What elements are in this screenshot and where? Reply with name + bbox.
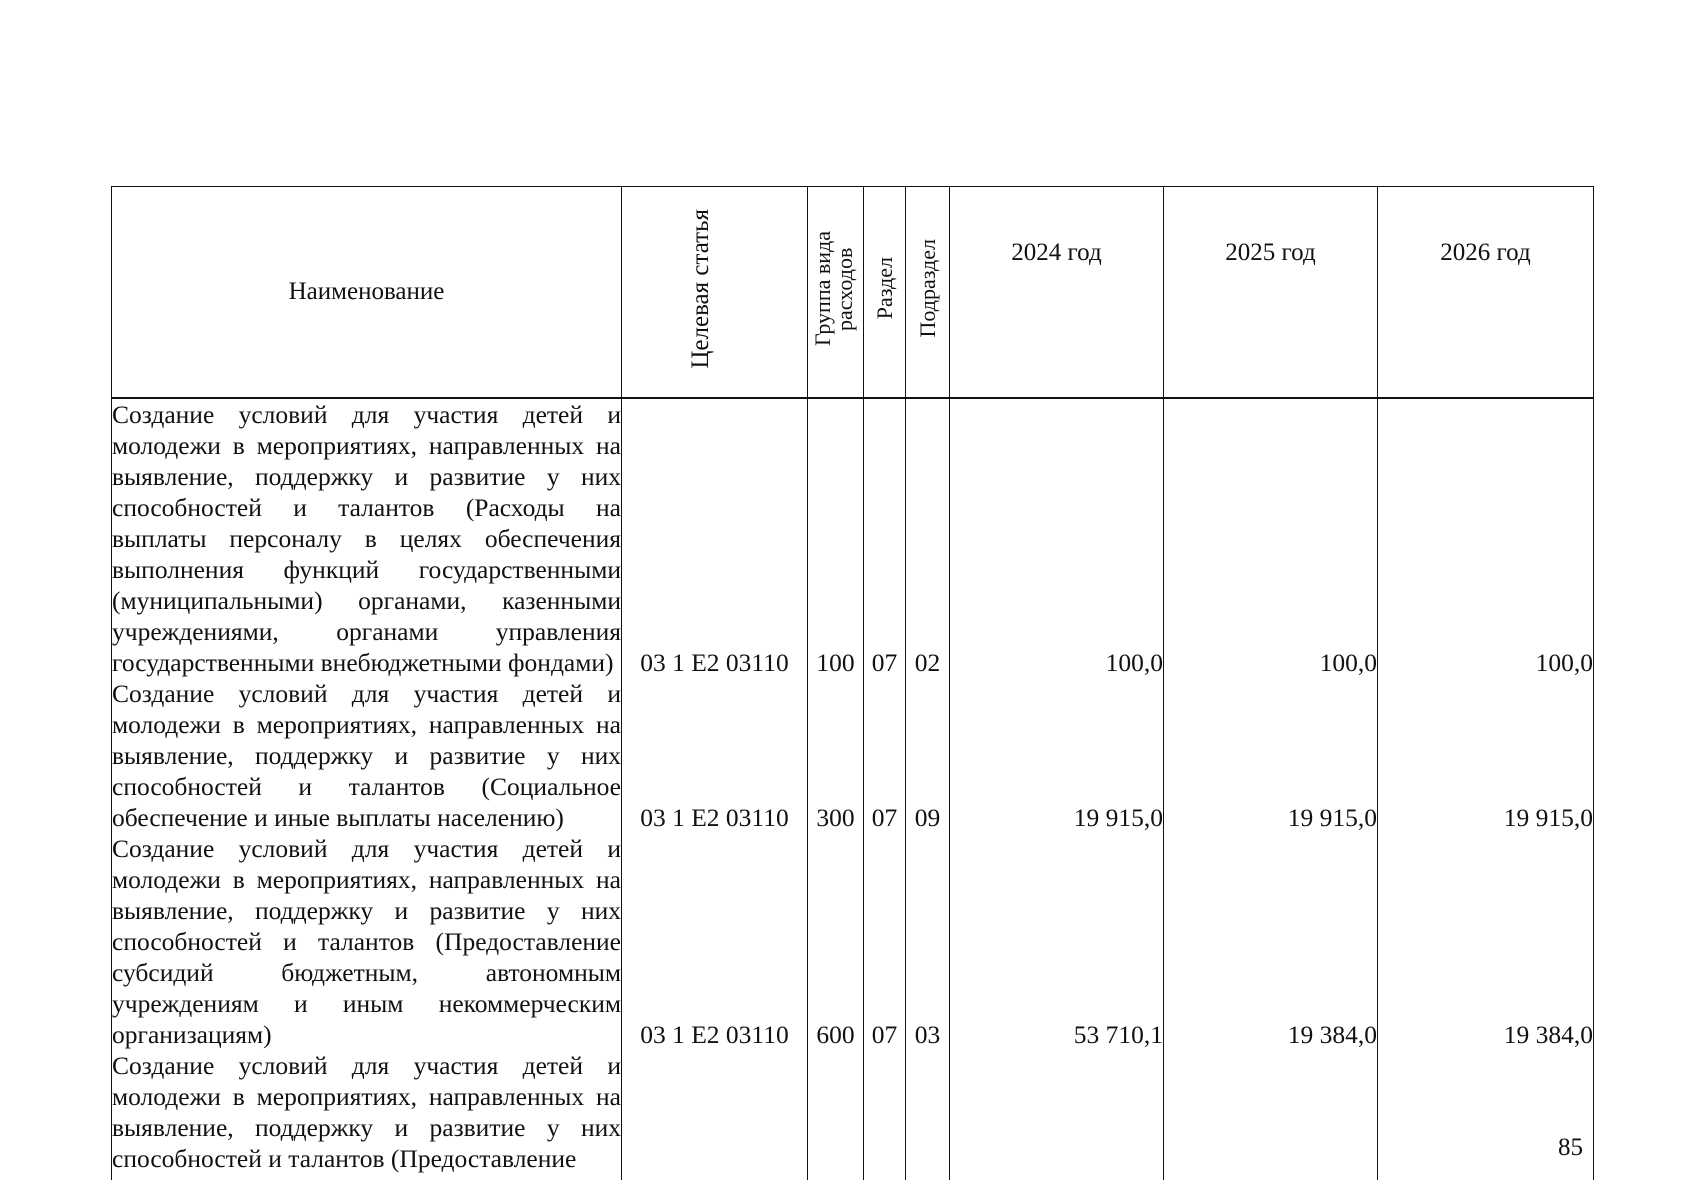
header-section-label: Раздел [871,257,897,320]
table-header-row [112,187,1594,399]
row-target-article: 03 1 Е2 03110 [622,678,808,833]
table-row [112,833,1594,1050]
header-subsection [906,187,950,399]
page-number: 85 [1558,1134,1583,1161]
empty-cell [1164,1050,1378,1180]
row-amount-2024: 53 710,1 [950,833,1164,1050]
empty-cell [808,1050,864,1180]
row-amount-2026: 19 915,0 [1378,678,1594,833]
row-name: Создание условий для участия детей и молодежи в мероприятиях, направленных на выявление, поддержку и развитие у них способностей и талантов (Предоставление субсидий бюджетным, автономным учреждениям и иным некоммерческим организациям) [112,834,621,1049]
empty-cell [864,1050,906,1180]
header-name: Наименование [112,187,622,399]
header-expense-group [808,187,864,399]
header-year-2026: 2026 год [1378,187,1594,399]
row-subsection: 03 [906,833,950,1050]
row-name: Создание условий для участия детей и молодежи в мероприятиях, направленных на выявление, поддержку и развитие у них способностей и талантов (Расходы на выплаты персоналу в целях обеспечения выполнения функций государственными (муниципальными) органами, казенными учреждениями, органами управления государственными внебюджетными фондами) [112,400,621,677]
row-expense-group: 300 [808,678,864,833]
header-target-article [622,187,808,399]
row-amount-2025: 100,0 [1164,398,1378,678]
empty-cell [906,1050,950,1180]
row-amount-2026: 100,0 [1378,398,1594,678]
empty-cell [622,1050,808,1180]
header-target-article-label: Целевая статья [686,208,714,369]
row-expense-group: 100 [808,398,864,678]
row-subsection: 09 [906,678,950,833]
table-row [112,398,1594,678]
header-expense-group-label: Группа вида расходов [809,231,857,346]
row-subsection: 02 [906,398,950,678]
header-section [864,187,906,399]
row-amount-2025: 19 915,0 [1164,678,1378,833]
budget-table [111,186,1594,1180]
row-amount-2026: 19 384,0 [1378,833,1594,1050]
empty-cell [950,1050,1164,1180]
row-name: Создание условий для участия детей и молодежи в мероприятиях, направленных на выявление, поддержку и развитие у них способностей и талантов (Предоставление [112,1050,622,1180]
row-amount-2024: 100,0 [950,398,1164,678]
row-expense-group: 600 [808,833,864,1050]
row-section: 07 [864,678,906,833]
row-amount-2025: 19 384,0 [1164,833,1378,1050]
row-section: 07 [864,833,906,1050]
table-row [112,678,1594,833]
table-row [112,1050,1594,1180]
row-section: 07 [864,398,906,678]
header-year-2025: 2025 год [1164,187,1378,399]
row-target-article: 03 1 Е2 03110 [622,398,808,678]
row-name: Создание условий для участия детей и молодежи в мероприятиях, направленных на выявление, поддержку и развитие у них способностей и талантов (Социальное обеспечение и иные выплаты населению) [112,679,621,832]
header-subsection-label: Подраздел [914,239,940,338]
row-target-article: 03 1 Е2 03110 [622,833,808,1050]
header-year-2024: 2024 год [950,187,1164,399]
row-amount-2024: 19 915,0 [950,678,1164,833]
